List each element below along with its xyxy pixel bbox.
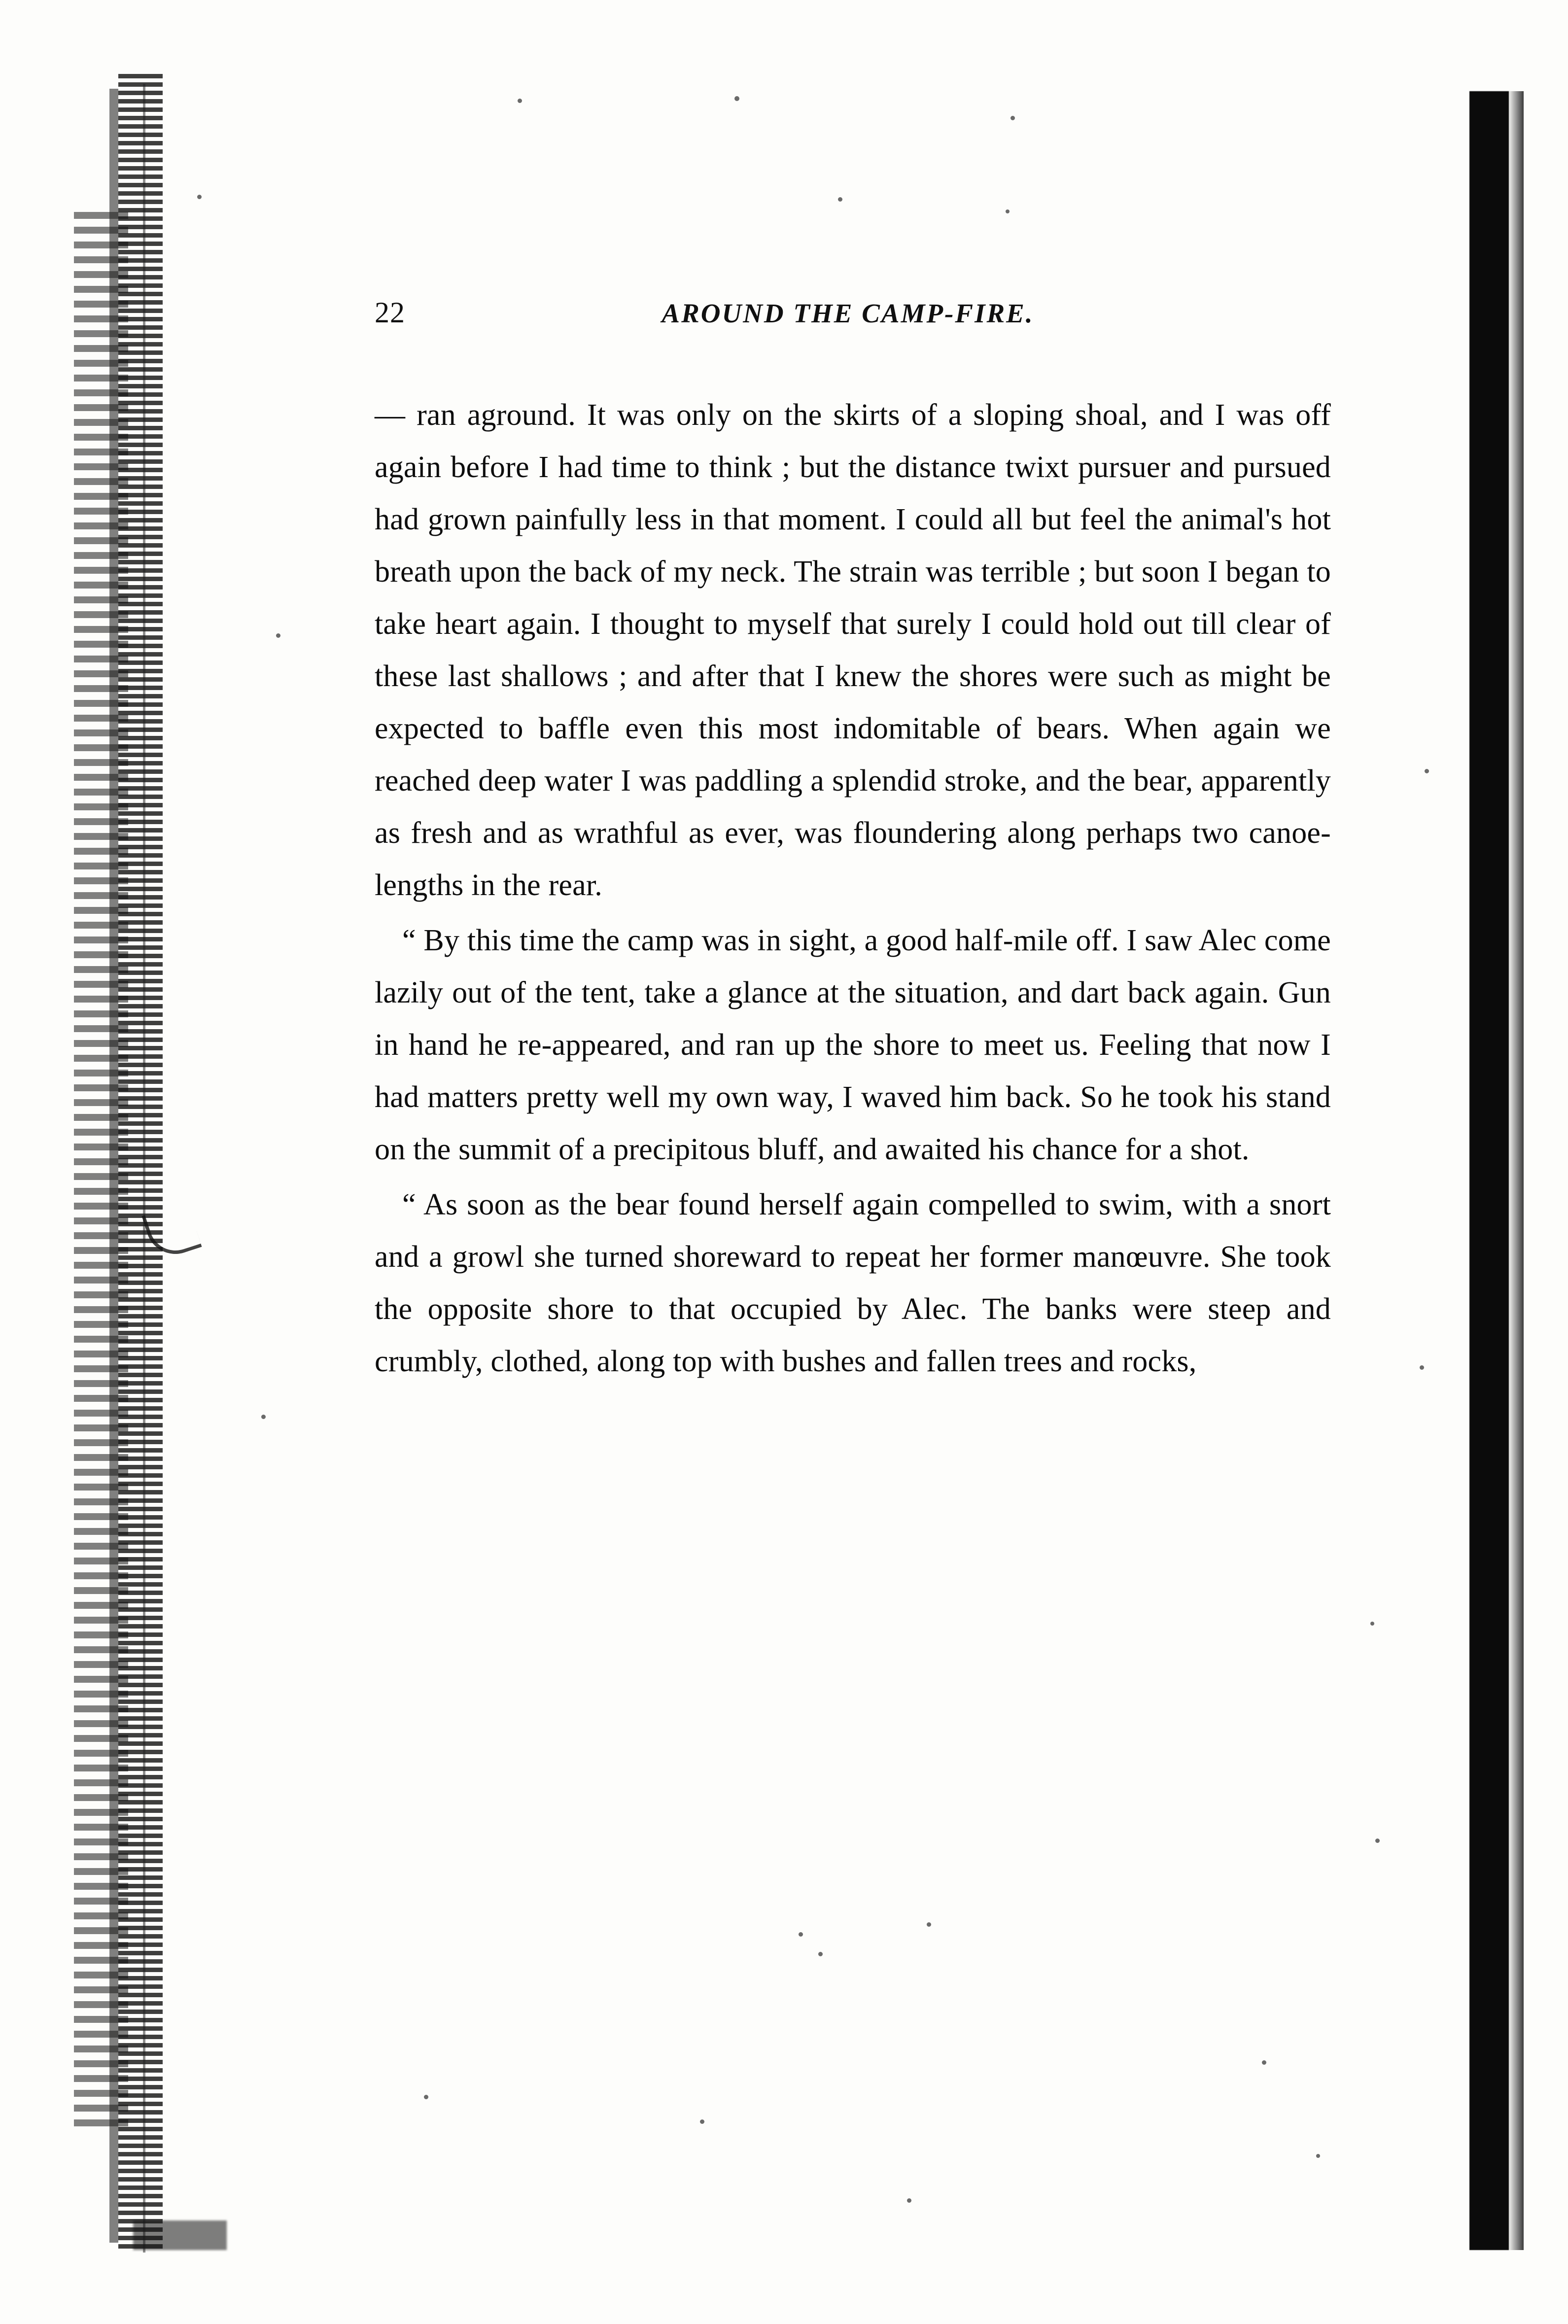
scan-speck xyxy=(1010,116,1015,120)
scan-speck xyxy=(1425,769,1429,773)
scan-artifact-hairline xyxy=(143,84,145,2253)
scan-speck xyxy=(197,195,202,199)
page-text-block xyxy=(375,296,1331,1387)
scan-artifact-right-gradient xyxy=(1508,91,1524,2250)
scan-speck xyxy=(1370,1622,1374,1626)
scan-artifact-bottom-smudge xyxy=(133,2220,227,2250)
scan-artifact-left-speckle xyxy=(74,212,128,2134)
scan-speck xyxy=(818,1952,823,1956)
page-number: 22 xyxy=(375,296,405,329)
scan-speck xyxy=(518,99,522,103)
scan-speck xyxy=(424,2095,428,2099)
scan-speck xyxy=(1375,1838,1380,1843)
body-paragraph: “ By this time the camp was in sight, a good half-mile off. I saw Alec come lazily out of the tent, take a glance at the situation, and dart back again. Gun in hand he re-appeared, and ran up the shore to meet us. Feeling that now I had matters pretty well my own way, I waved him back. So he took his stand on the summit of a precipitous bluff, and awaited his chance for a shot. xyxy=(375,924,1331,1166)
scan-speck xyxy=(1420,1365,1424,1370)
scan-speck xyxy=(1262,2060,1266,2065)
scan-speck xyxy=(700,2119,704,2124)
scan-artifact-right-binding xyxy=(1469,91,1509,2250)
body-paragraph: “ As soon as the bear found herself again compelled to swim, with a snort and a growl she turned shoreward to repeat her former manœuvre. She took the opposite shore to that occupied by Alec. The banks were steep and crumbly, clothed, along top with bushes and fallen trees and rocks, xyxy=(375,1188,1331,1378)
scan-speck xyxy=(1316,2154,1320,2158)
scan-speck xyxy=(838,197,842,202)
running-head: AROUND THE CAMP-FIRE. xyxy=(662,298,1034,328)
page-header xyxy=(375,296,1331,330)
scan-speck xyxy=(907,2198,911,2203)
scan-artifact-left-bar xyxy=(109,89,118,2243)
scan-speck xyxy=(261,1415,266,1419)
scan-speck xyxy=(799,1932,803,1937)
scan-speck xyxy=(927,1922,931,1927)
scan-speck xyxy=(276,633,280,638)
scan-speck xyxy=(1006,209,1010,213)
scan-speck xyxy=(734,96,739,101)
body-paragraph: — ran aground. It was only on the skirts of a sloping shoal, and I was off again before I had time to think ; but the distance twixt pursuer and pursued had grown painfully less in that moment. I could all but feel the animal's hot breath upon the back of my neck. The strain was terrible ; but soon I began to take heart again. I thought to myself that surely I could hold out till clear of these last shallows ; and after that I knew the shores were such as might be expected to baffle even this most indomitable of bears. When again we reached deep water I was paddling a splendid stroke, and the bear, apparently as fresh and as wrathful as ever, was floundering along perhaps two canoe-lengths in the rear. xyxy=(375,398,1331,902)
